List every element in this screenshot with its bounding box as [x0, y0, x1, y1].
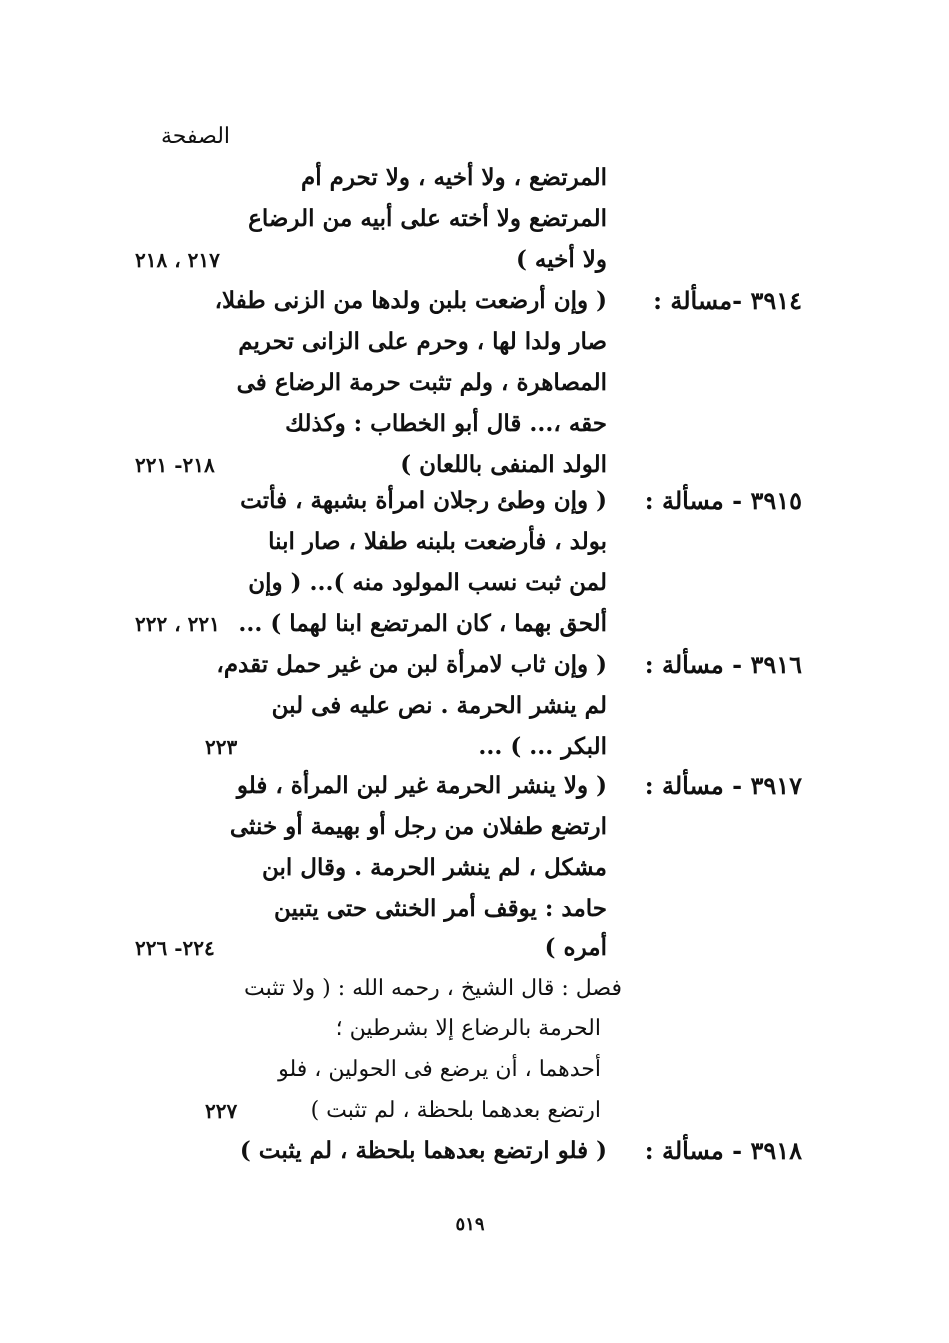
entry-number: ٣٩١٧ — [750, 771, 802, 800]
page-reference: ٢١٧ ، ٢١٨ — [135, 248, 220, 272]
entry-label: - مسألة : — [644, 486, 743, 515]
page-reference: ٢١٨- ٢٢١ — [135, 453, 215, 477]
entry-text-line: حامد : يوقف أمر الخنثى حتى يتبين — [274, 895, 607, 922]
entry-text-line: ألحق بهما ، كان المرتضع ابنا لهما ) ... — [238, 610, 607, 637]
entry-text-line: بولد ، فأرضعت بلبنه طفلا ، صار ابنا — [268, 528, 607, 555]
entry-label: - مسألة : — [644, 650, 743, 679]
page-reference: ٢٢٣ — [205, 735, 238, 759]
entry-text-line: ( فلو ارتضع بعدهما بلحظة ، لم يثبت ) — [239, 1137, 607, 1164]
page-number: ٥١٩ — [455, 1214, 485, 1235]
entry-text-line: مشكل ، لم ينشر الحرمة . وقال ابن — [261, 854, 607, 881]
entry-text-line: ( ولا ينشر الحرمة غير لبن المرأة ، فلو — [236, 772, 607, 799]
page-column-header: الصفحة — [160, 124, 231, 149]
entry-number: ٣٩١٦ — [750, 650, 802, 679]
entry-label: - مسألة : — [644, 771, 743, 800]
entry-text-line: أمره ) — [544, 934, 607, 961]
entry-heading — [612, 481, 802, 521]
entry-text-line: حقه ،... قال أبو الخطاب : وكذلك — [285, 410, 607, 437]
entry-text-line: صار ولدا لها ، وحرم على الزانى تحريم — [238, 328, 607, 355]
entry-text-line: ( وإن أرضعت بلبن ولدها من الزنى طفلا، — [214, 287, 607, 314]
entry-heading — [612, 281, 802, 321]
entry-label: - مسألة : — [644, 1136, 743, 1165]
section-text-line: أحدهما ، أن يرضع فى الحولين ، فلو — [278, 1057, 601, 1082]
entry-text-line: ارتضع طفلان من رجل أو بهيمة أو خنثى — [229, 813, 607, 840]
entry-number: ٣٩١٤ — [750, 286, 802, 315]
entry-number: ٣٩١٨ — [750, 1136, 802, 1165]
entry-heading — [612, 766, 802, 806]
entry-heading — [612, 645, 802, 685]
entry-number: ٣٩١٥ — [750, 486, 802, 515]
entry-text-line: المرتضع ولا أخته على أبيه من الرضاع — [248, 205, 607, 232]
entry-text-line: ( وإن ثاب لامرأة لبن من غير حمل تقدم، — [216, 651, 607, 678]
entry-text-line: لم ينشر الحرمة . نص عليه فى لبن — [271, 692, 607, 719]
section-text-line: فصل : قال الشيخ ، رحمه الله : ( ولا تثبت — [244, 976, 622, 1001]
entry-text-line: ولا أخيه ) — [515, 246, 607, 273]
entry-heading — [612, 1131, 802, 1171]
section-text-line: الحرمة بالرضاع إلا بشرطين ؛ — [335, 1016, 601, 1041]
entry-text-line: الولد المنفى باللعان ) — [400, 451, 607, 478]
entry-text-line: البكر ... ) ... — [478, 733, 607, 760]
page-reference: ٢٢١ ، ٢٢٢ — [135, 612, 220, 636]
page-reference: ٢٢٧ — [205, 1099, 238, 1123]
entry-text-line: المصاهرة ، ولم تثبت حرمة الرضاع فى — [236, 369, 607, 396]
entry-text-line: المرتضع ، ولا أخيه ، ولا تحرم أم — [300, 164, 607, 191]
page-reference: ٢٢٤- ٢٢٦ — [135, 936, 215, 960]
entry-text-line: لمن ثبت نسب المولود منه )... ( وإن — [248, 569, 607, 596]
entry-label: -مسألة : — [653, 286, 743, 315]
entry-text-line: ( وإن وطئ رجلان امرأة بشبهة ، فأتت — [240, 487, 607, 514]
section-text-line: ارتضع بعدهما بلحظة ، لم تثبت ) — [310, 1098, 601, 1123]
